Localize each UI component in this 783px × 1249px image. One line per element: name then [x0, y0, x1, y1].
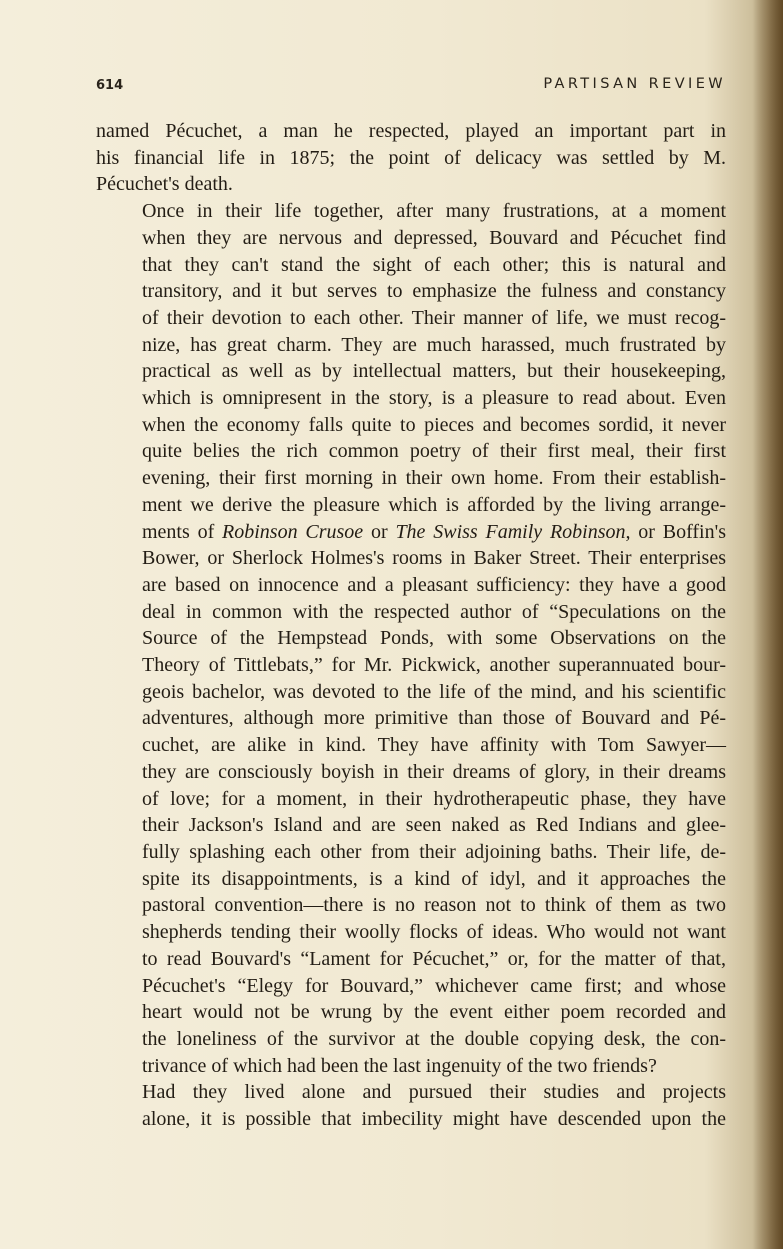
text-line: shepherds tending their woolly flocks of ideas. Who would not want — [142, 921, 726, 944]
text-line: evening, their first morning in their own home. From their establish- — [142, 467, 726, 490]
text-line: cuchet, are alike in kind. They have affinity with Tom Sawyer— — [142, 734, 726, 757]
text-line: geois bachelor, was devoted to the life of the mind, and his scientific — [142, 680, 726, 703]
text-line: to read Bouvard's “Lament for Pécuchet,” or, for the matter of that, — [142, 947, 726, 970]
text-line: pastoral convention—there is no reason not to think of them as two — [142, 894, 726, 917]
running-title: PARTISAN REVIEW — [543, 76, 726, 92]
text-line: named Pécuchet, a man he respected, played an important part in — [96, 120, 726, 142]
text-line: Once in their life together, after many frustrations, at a moment — [142, 200, 726, 223]
text-line: Pécuchet's death. — [96, 173, 233, 196]
paragraph-1 — [96, 118, 726, 198]
text-line: the loneliness of the survivor at the double copying desk, the con- — [142, 1027, 726, 1050]
text-line: Source of the Hempstead Ponds, with some Observations on the — [142, 627, 726, 650]
text-line-with-titles — [96, 519, 726, 546]
text-line: spite its disappointments, is a kind of idyl, and it approaches the — [142, 867, 726, 890]
text-line: transitory, and it but serves to emphasize the fulness and constancy — [142, 280, 726, 303]
text-line: Pécuchet's “Elegy for Bouvard,” whichever came first; and whose — [142, 974, 726, 997]
text-line: they are consciously boyish in their dreams of glory, in their dreams — [142, 760, 726, 783]
text-line: Had they lived alone and pursued their studies and projects — [142, 1081, 726, 1104]
page-number: 614 — [96, 78, 124, 93]
binding-shadow — [753, 0, 783, 1249]
text-fragment: or Boffin's — [630, 520, 726, 543]
text-line: deal in common with the respected author of “Speculations on the — [142, 600, 726, 623]
page-header — [96, 76, 726, 100]
text-line: adventures, although more primitive than those of Bouvard and Pé- — [142, 707, 726, 730]
text-line: his financial life in 1875; the point of delicacy was settled by M. — [96, 146, 726, 169]
text-line: nize, has great charm. They are much harassed, much frustrated by — [142, 333, 726, 356]
text-line: their Jackson's Island and are seen naked as Red Indians and glee- — [142, 814, 726, 837]
text-fragment: ments of — [142, 520, 223, 543]
text-line: Bower, or Sherlock Holmes's rooms in Baker Street. Their enterprises — [142, 547, 726, 570]
book-title-robinson-crusoe: Robinson Crusoe — [222, 520, 364, 543]
paragraph-2 — [96, 198, 726, 1079]
text-line: that they can't stand the sight of each other; this is natural and — [142, 253, 726, 276]
text-line: quite belies the rich common poetry of their first meal, their first — [142, 440, 726, 463]
text-line: fully splashing each other from their adjoining baths. Their life, de- — [142, 840, 726, 863]
text-line: which is omnipresent in the story, is a pleasure to read about. Even — [142, 387, 726, 410]
text-fragment: or — [363, 520, 396, 543]
text-line: of love; for a moment, in their hydrotherapeutic phase, they have — [142, 787, 726, 810]
paragraph-3 — [96, 1079, 726, 1132]
text-line: when the economy falls quite to pieces and becomes sordid, it never — [142, 413, 726, 436]
text-line: Theory of Tittlebats,” for Mr. Pickwick, another superannuated bour- — [142, 654, 726, 677]
body-text — [96, 118, 726, 1133]
text-line: of their devotion to each other. Their manner of life, we must recog- — [142, 306, 726, 329]
text-line: ment we derive the pleasure which is afforded by the living arrange- — [142, 493, 726, 516]
text-line: practical as well as by intellectual matters, but their housekeeping, — [142, 360, 726, 383]
text-line: are based on innocence and a pleasant sufficiency: they have a good — [142, 573, 726, 596]
book-title-swiss-family-robinson: The Swiss Family Robinson, — [395, 520, 631, 543]
text-line: when they are nervous and depressed, Bouvard and Pécuchet find — [142, 226, 726, 249]
text-line: trivance of which had been the last ingenuity of the two friends? — [142, 1054, 657, 1077]
text-line: alone, it is possible that imbecility might have descended upon the — [142, 1108, 726, 1131]
text-line: heart would not be wrung by the event either poem recorded and — [142, 1001, 726, 1024]
